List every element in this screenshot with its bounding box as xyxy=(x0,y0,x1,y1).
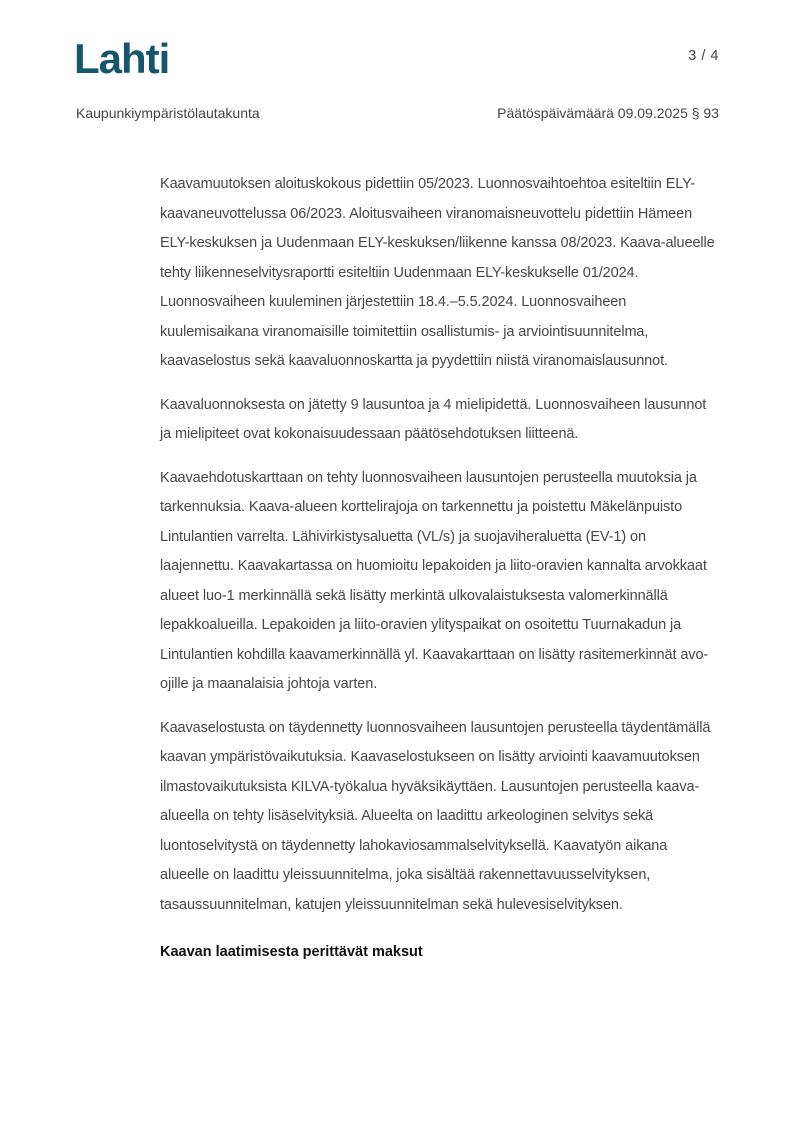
body-paragraph: Kaavamuutoksen aloituskokous pidettiin 05/2023. Luonnosvaihtoehtoa esiteltiin ELY-kaavaneuvottelussa 06/2023. Aloitusvaiheen viranomaisneuvottelu pidettiin Hämeen ELY-keskuksen ja Uudenmaan ELY-keskuksen/liikenne kanssa 08/2023. Kaava-alueelle tehty liikenneselvitysraportti esiteltiin Uudenmaan ELY-keskukselle 01/2024. Luonnosvaiheen kuuleminen järjestettiin 18.4.–5.5.2024. Luonnosvaiheen kuulemisaikana viranomaisille toimitettiin osallistumis- ja arviointisuunnitelma, kaavaselostus sekä kaavaluonnoskartta ja pyydettiin niistä viranomaislausunnot. xyxy=(160,176,715,369)
lahti-logo: Lahti xyxy=(74,35,170,82)
body-paragraph: Kaavaselostusta on täydennetty luonnosvaiheen lausuntojen perusteella täydentämällä kaavan ympäristövaikutuksia. Kaavaselostukseen on lisätty arviointi kaavamuutoksen ilmastovaikutuksista KILVA-työkalua hyväksikäyttäen. Lausuntojen perusteella kaava-alueella on tehty lisäselvityksiä. Alueelta on laadittu arkeologinen selvitys sekä luontoselvitystä on täydennetty lahokaviosammalselvityksellä. Kaavatyön aikana alueelle on laadittu yleissuunnitelma, joka sisältää rakennettavuusselvityksen, tasaussuunnitelman, katujen yleissuunnitelman sekä hulevesiselvityksen. xyxy=(160,719,711,913)
section-heading: Kaavan laatimisesta perittävät maksut xyxy=(160,944,423,960)
body-paragraph: Kaavaehdotuskarttaan on tehty luonnosvaiheen lausuntojen perusteella muutoksia ja tarkennuksia. Kaava-alueen korttelirajoja on tarkennettu ja poistettu Mäkelänpuisto Lintulantien varrelta. Lähivirkistysaluetta (VL/s) ja suojaviheraluetta (EV-1) on laajennettu. Kaavakartassa on huomioitu lepakoiden ja liito-oravien kannalta arvokkaat alueet luo-1 merkinnällä sekä lisätty merkintä ulkovalaistuksesta valomerkinnällä lepakkoalueilla. Lepakoiden ja liito-oravien ylityspaikat on osoitettu Tuurnakadun ja Lintulantien kohdilla kaavamerkinnällä yl. Kaavakarttaan on lisätty rasitemerkinnät avo-ojille ja maanalaisia johtoja varten. xyxy=(160,469,709,692)
document-header-row xyxy=(76,105,719,121)
committee-name: Kaupunkiympäristölautakunta xyxy=(76,105,260,121)
body-paragraph: Kaavaluonnoksesta on jätetty 9 lausuntoa ja 4 mielipidettä. Luonnosvaiheen lausunnot ja mielipiteet ovat kokonaisuudessaan päätösehdotuksen liitteenä. xyxy=(160,396,707,442)
page-number: 3 / 4 xyxy=(688,48,719,64)
document-body xyxy=(160,170,720,968)
decision-date-label: Päätöspäivämäärä 09.09.2025 § 93 xyxy=(497,105,719,121)
